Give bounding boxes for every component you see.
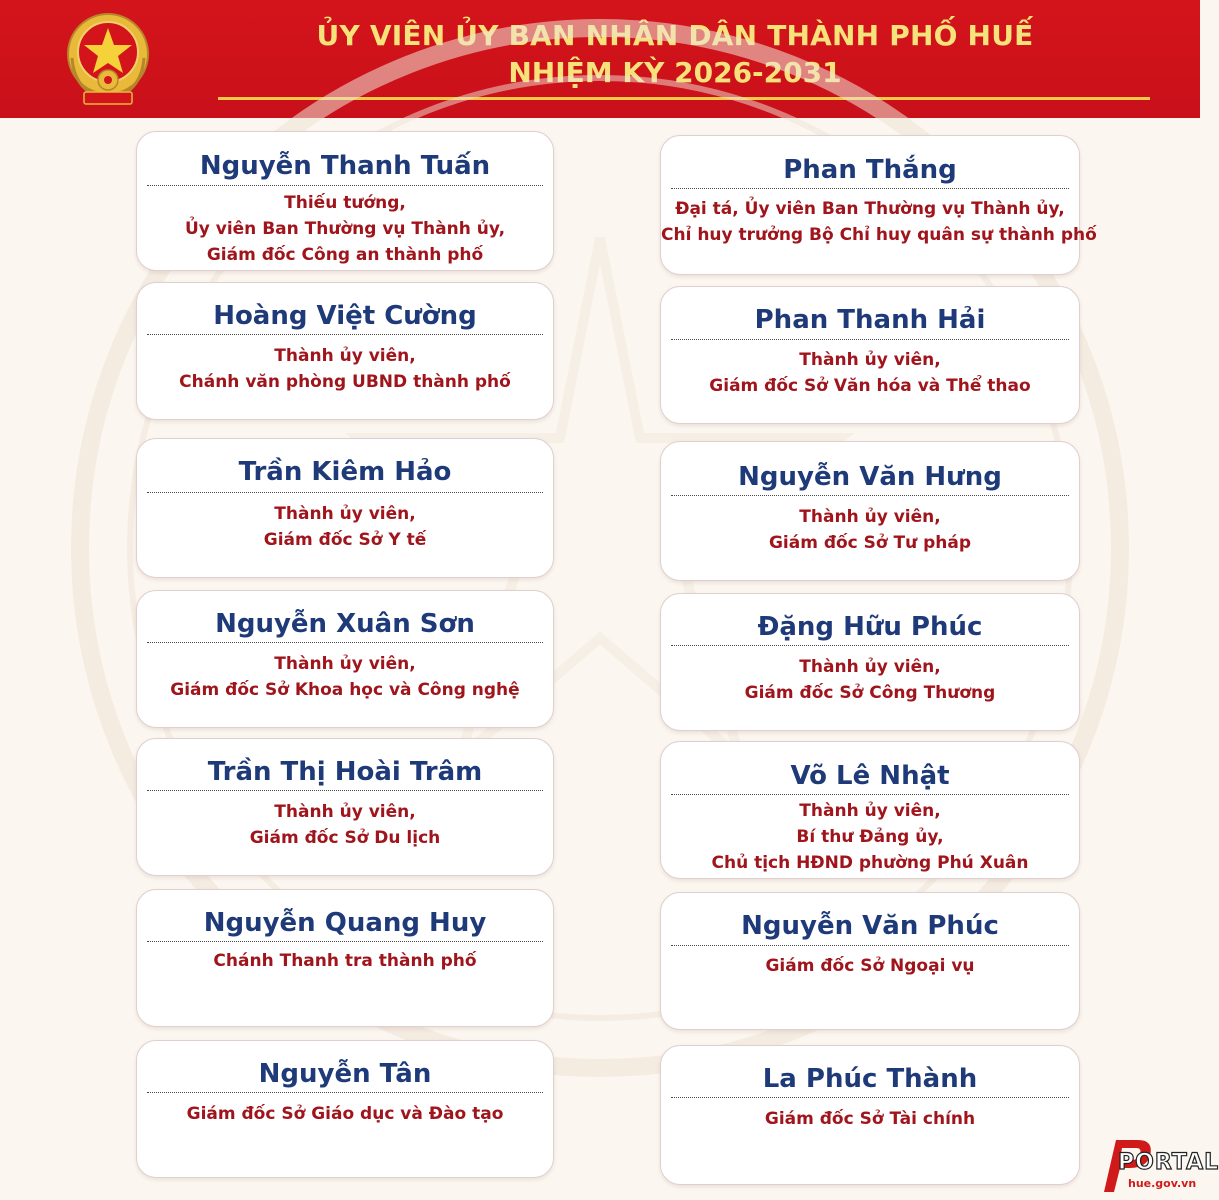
member-card-la-phuc-thanh bbox=[660, 1045, 1080, 1185]
name-divider bbox=[147, 185, 543, 186]
name-divider bbox=[147, 1092, 543, 1093]
member-roles bbox=[661, 798, 1079, 876]
member-card-tran-thi-hoai-tram bbox=[136, 738, 554, 876]
member-role-line: Thành ủy viên, bbox=[274, 504, 416, 524]
name-divider bbox=[147, 334, 543, 335]
member-card-tran-kiem-hao bbox=[136, 438, 554, 578]
name-divider bbox=[671, 645, 1069, 646]
member-card-nguyen-van-phuc bbox=[660, 892, 1080, 1030]
member-roles bbox=[137, 1101, 553, 1127]
member-roles bbox=[137, 343, 553, 395]
member-name: La Phúc Thành bbox=[762, 1064, 978, 1094]
member-role-line: Giám đốc Sở Công Thương bbox=[744, 683, 996, 703]
member-name: Phan Thắng bbox=[783, 155, 957, 185]
member-name: Nguyễn Quang Huy bbox=[203, 908, 487, 938]
member-role-line: Giám đốc Sở Văn hóa và Thể thao bbox=[709, 376, 1031, 396]
name-divider bbox=[147, 941, 543, 942]
member-role-line: Giám đốc Sở Giáo dục và Đào tạo bbox=[186, 1104, 504, 1124]
member-role-line: Ủy viên Ban Thường vụ Thành ủy, bbox=[184, 219, 506, 239]
member-role-line: Thành ủy viên, bbox=[274, 802, 416, 822]
page-title bbox=[200, 18, 1150, 92]
member-role-line: Giám đốc Sở Y tế bbox=[263, 530, 427, 550]
member-roles bbox=[661, 504, 1079, 556]
member-role-line: Thành ủy viên, bbox=[799, 657, 941, 677]
name-divider bbox=[671, 339, 1069, 340]
title-line-2: NHIỆM KỲ 2026-2031 bbox=[508, 56, 842, 89]
member-name: Đặng Hữu Phúc bbox=[757, 612, 983, 642]
member-roles bbox=[137, 948, 553, 974]
member-name: Trần Kiêm Hảo bbox=[238, 457, 452, 487]
member-roles bbox=[137, 501, 553, 553]
member-roles bbox=[137, 651, 553, 703]
member-card-nguyen-van-hung bbox=[660, 441, 1080, 581]
member-card-nguyen-tan bbox=[136, 1040, 554, 1178]
member-name: Nguyễn Tân bbox=[258, 1059, 432, 1089]
member-name: Nguyễn Văn Hưng bbox=[738, 462, 1002, 492]
member-role-line: Giám đốc Công an thành phố bbox=[206, 245, 484, 265]
member-roles bbox=[661, 196, 1097, 248]
member-name: Nguyễn Thanh Tuấn bbox=[199, 151, 491, 181]
name-divider bbox=[147, 790, 543, 791]
portal-logo-text: PORTAL bbox=[1118, 1150, 1219, 1175]
member-role-line: Giám đốc Sở Tư pháp bbox=[768, 533, 972, 553]
member-role-line: Chỉ huy trưởng Bộ Chỉ huy quân sự thành phố bbox=[661, 225, 1097, 245]
member-card-nguyen-xuan-son bbox=[136, 590, 554, 728]
national-emblem-icon bbox=[58, 8, 158, 108]
member-role-line: Giám đốc Sở Tài chính bbox=[764, 1109, 976, 1129]
member-role-line: Chánh Thanh tra thành phố bbox=[213, 951, 477, 971]
member-card-nguyen-quang-huy bbox=[136, 889, 554, 1027]
member-card-hoang-viet-cuong bbox=[136, 282, 554, 420]
member-roles bbox=[137, 799, 553, 851]
member-role-line: Chánh văn phòng UBND thành phố bbox=[179, 372, 511, 392]
name-divider bbox=[147, 642, 543, 643]
member-role-line: Đại tá, Ủy viên Ban Thường vụ Thành ủy, bbox=[675, 199, 1065, 219]
member-name: Trần Thị Hoài Trâm bbox=[207, 757, 483, 787]
title-line-1: ỦY VIÊN ỦY BAN NHÂN DÂN THÀNH PHỐ HUẾ bbox=[316, 19, 1034, 52]
member-roles bbox=[661, 654, 1079, 706]
name-divider bbox=[671, 1097, 1069, 1098]
member-roles bbox=[661, 1106, 1079, 1132]
member-role-line: Chủ tịch HĐND phường Phú Xuân bbox=[711, 853, 1029, 873]
member-card-vo-le-nhat bbox=[660, 741, 1080, 879]
member-role-line: Bí thư Đảng ủy, bbox=[796, 827, 944, 847]
member-role-line: Thiếu tướng, bbox=[284, 193, 406, 213]
member-roles bbox=[661, 953, 1079, 979]
member-roles bbox=[137, 190, 553, 268]
name-divider bbox=[671, 794, 1069, 795]
name-divider bbox=[671, 188, 1069, 189]
member-role-line: Thành ủy viên, bbox=[799, 801, 941, 821]
member-name: Nguyễn Xuân Sơn bbox=[215, 609, 475, 639]
member-roles bbox=[661, 347, 1079, 399]
name-divider bbox=[147, 492, 543, 493]
member-role-line: Thành ủy viên, bbox=[799, 350, 941, 370]
member-name: Nguyễn Văn Phúc bbox=[741, 911, 999, 941]
member-card-nguyen-thanh-tuan bbox=[136, 131, 554, 271]
member-name: Võ Lê Nhật bbox=[790, 761, 950, 791]
portal-logo-domain: hue.gov.vn bbox=[1128, 1177, 1197, 1190]
member-role-line: Giám đốc Sở Du lịch bbox=[249, 828, 441, 848]
member-role-line: Thành ủy viên, bbox=[274, 654, 416, 674]
member-card-phan-thang bbox=[660, 135, 1097, 275]
name-divider bbox=[671, 945, 1069, 946]
member-card-dang-huu-phuc bbox=[660, 593, 1080, 731]
member-name: Phan Thanh Hải bbox=[754, 305, 986, 335]
title-underline bbox=[218, 97, 1150, 100]
member-name: Hoàng Việt Cường bbox=[213, 301, 477, 331]
name-divider bbox=[671, 495, 1069, 496]
member-role-line: Thành ủy viên, bbox=[274, 346, 416, 366]
member-role-line: Giám đốc Sở Ngoại vụ bbox=[765, 956, 975, 976]
header-banner bbox=[0, 0, 1200, 118]
member-card-phan-thanh-hai bbox=[660, 286, 1080, 424]
member-role-line: Giám đốc Sở Khoa học và Công nghệ bbox=[170, 680, 520, 700]
member-role-line: Thành ủy viên, bbox=[799, 507, 941, 527]
